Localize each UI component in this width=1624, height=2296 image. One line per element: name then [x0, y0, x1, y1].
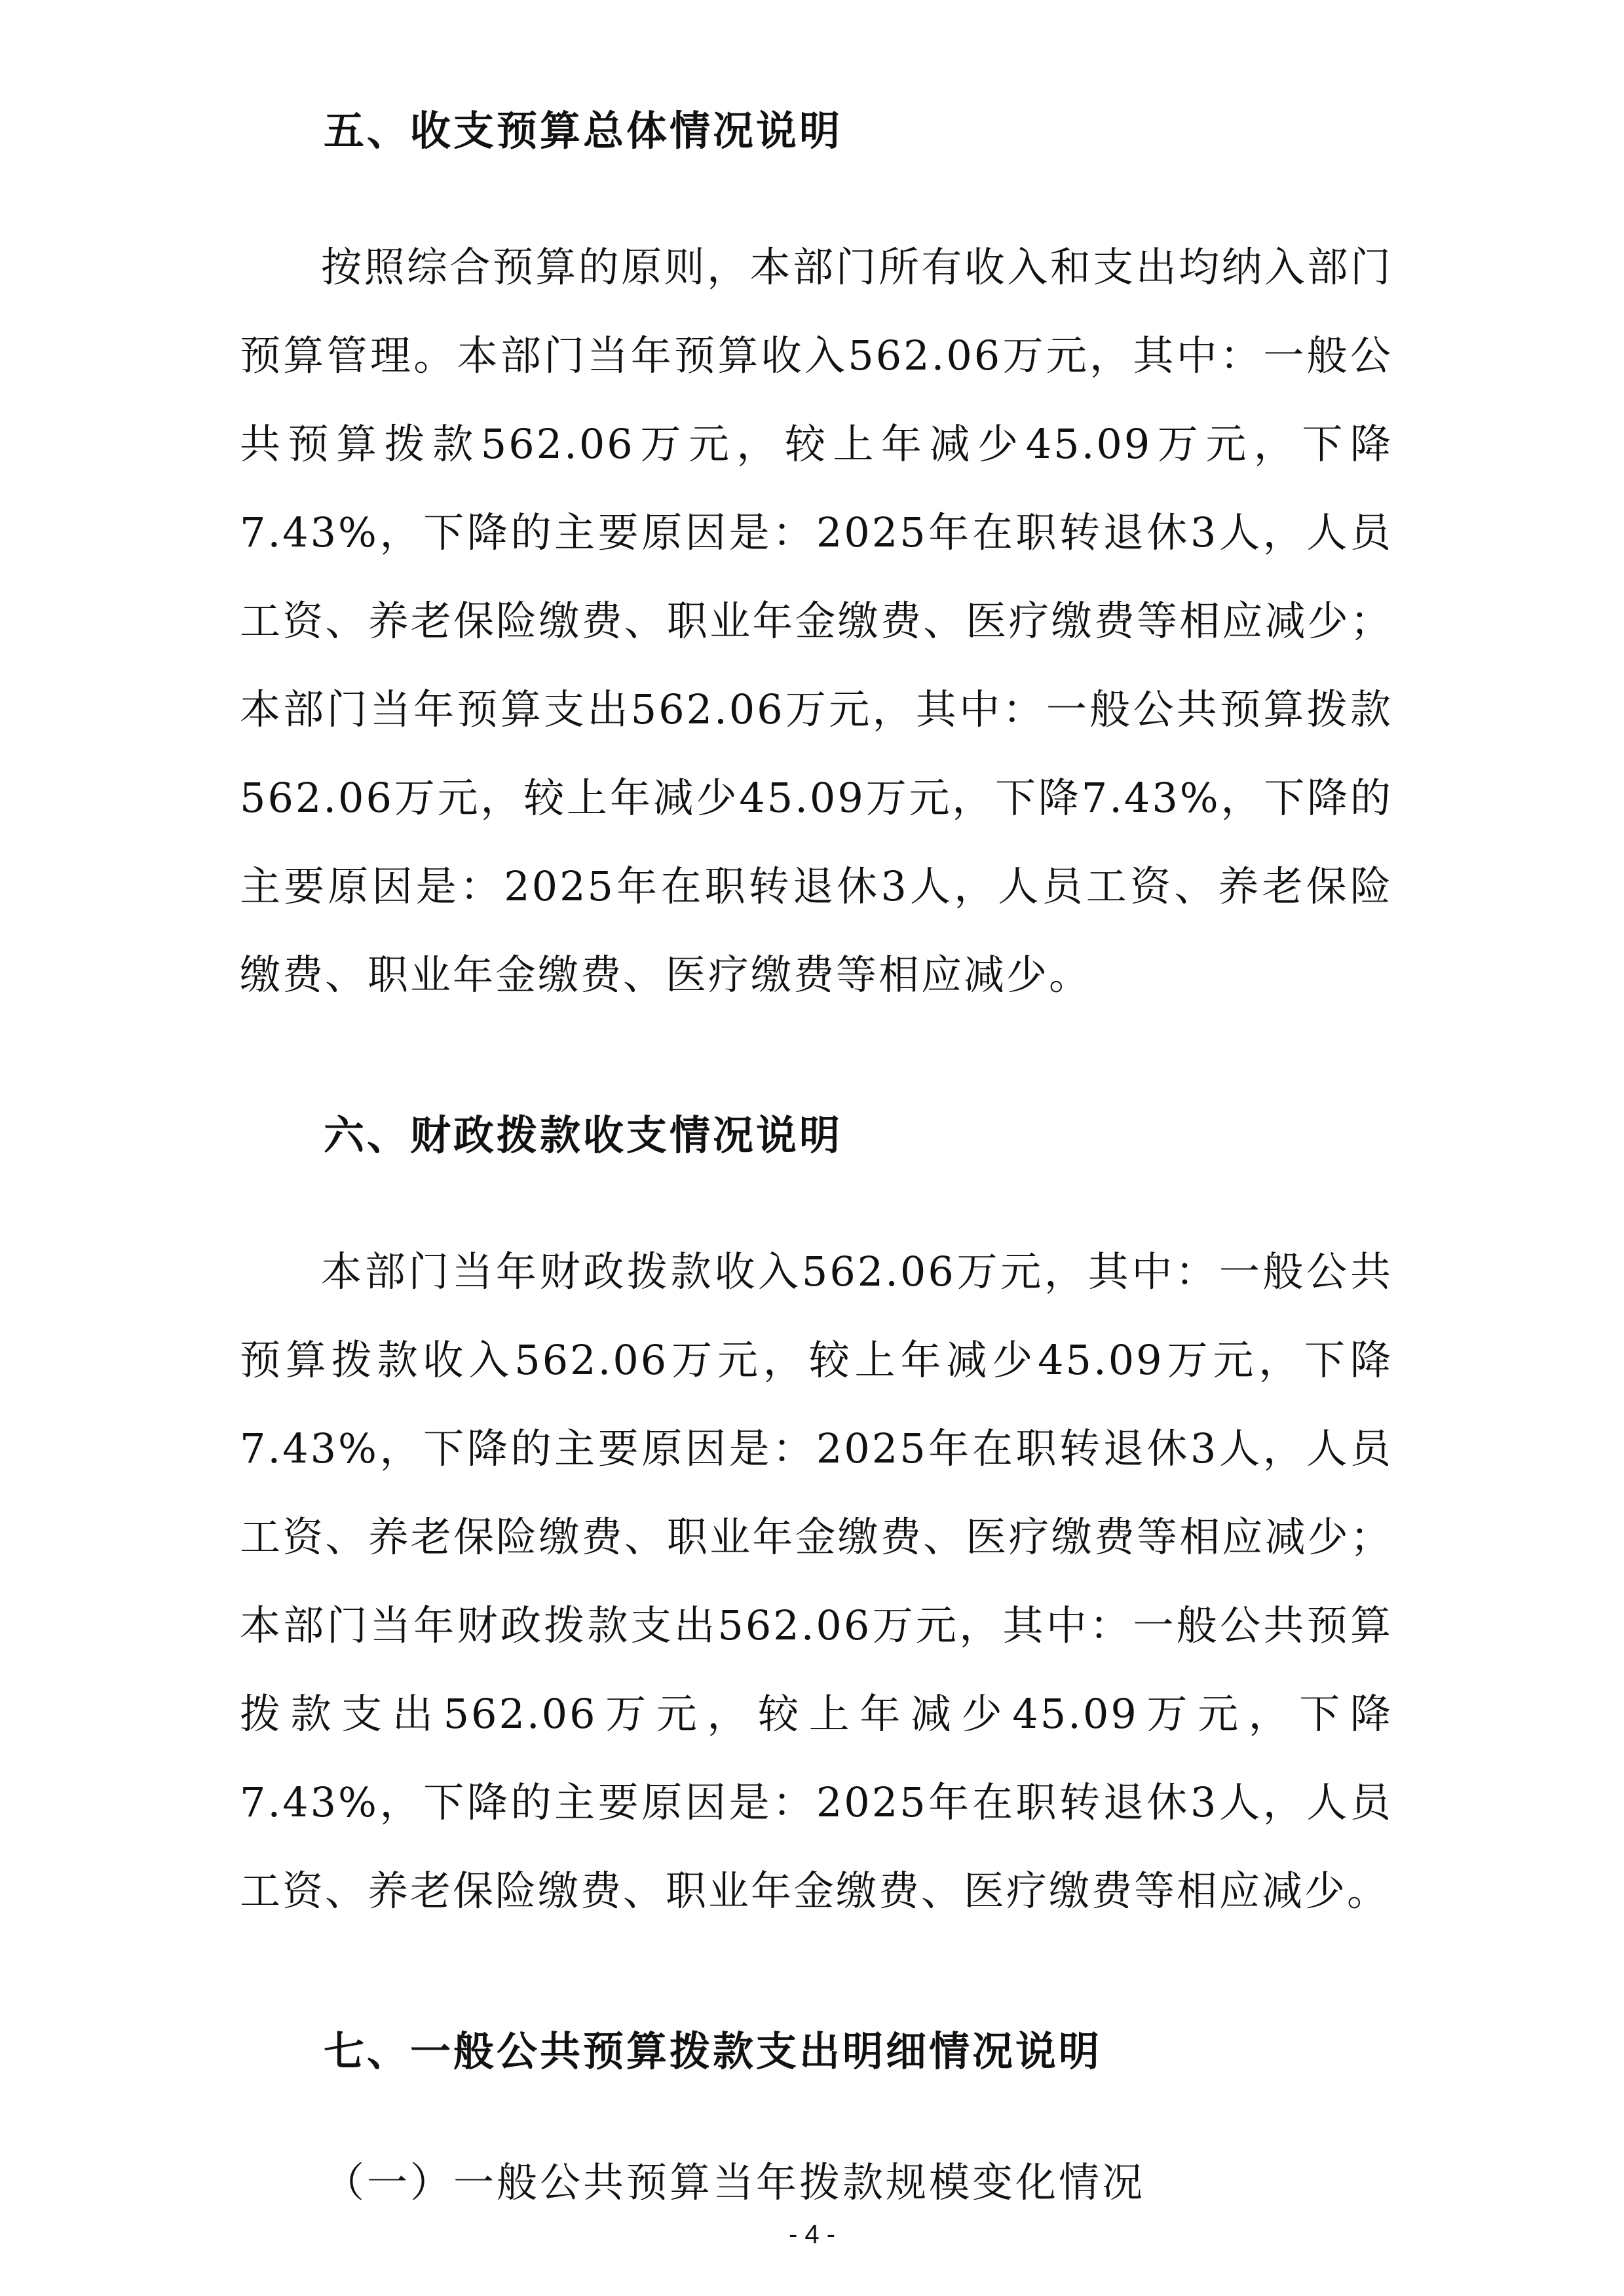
page-number: - 4 -: [788, 2220, 836, 2249]
subheading-appropriation-scale: （一）一般公共预算当年拨款规模变化情况: [324, 2158, 1146, 2206]
paragraph-budget-overview: 按照综合预算的原则，本部门所有收入和支出均纳入部门预算管理。本部门当年预算收入562.06万元，其中：一般公共预算拨款562.06万元，较上年减少45.09万元，下降7.43%，下降的主要原因是：2025年在职转退休3人，人员工资、养老保险缴费、职业年金缴费、医疗缴费等相应减少；本部门当年预算支出562.06万元，其中：一般公共预算拨款562.06万元，较上年减少45.09万元，下降7.43%，下降的主要原因是：2025年在职转退休3人，人员工资、养老保险缴费、职业年金缴费、医疗缴费等相应减少。: [240, 243, 1393, 999]
section-heading-general-budget-detail: 七、一般公共预算拨款支出明细情况说明: [324, 2027, 1103, 2075]
paragraph-fiscal-appropriation: 本部门当年财政拨款收入562.06万元，其中：一般公共预算拨款收入562.06万元，较上年减少45.09万元，下降7.43%，下降的主要原因是：2025年在职转退休3人，人员工资、养老保险缴费、职业年金缴费、医疗缴费等相应减少；本部门当年财政拨款支出562.06万元，其中：一般公共预算拨款支出562.06万元，较上年减少45.09万元，下降7.43%，下降的主要原因是：2025年在职转退休3人，人员工资、养老保险缴费、职业年金缴费、医疗缴费等相应减少。: [240, 1248, 1393, 1915]
section-heading-budget-overview: 五、收支预算总体情况说明: [324, 107, 843, 155]
document-page: [240, 98, 1393, 2215]
section-heading-fiscal-appropriation: 六、财政拨款收支情况说明: [324, 1111, 843, 1159]
